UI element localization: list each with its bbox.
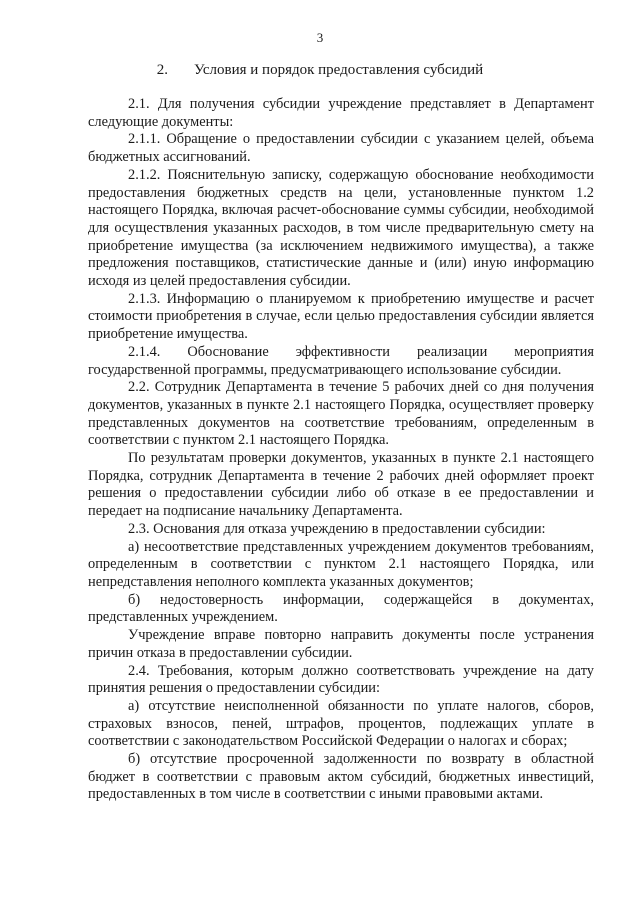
paragraph-2-1-1: 2.1.1. Обращение о предоставлении субсидии с указанием целей, объема бюджетных ассигнований. bbox=[88, 131, 594, 166]
paragraph-2-1-3: 2.1.3. Информацию о планируемом к приобретению имуществе и расчет стоимости приобретения в случае, если целью предоставления субсидии является приобретение имущества. bbox=[88, 290, 594, 343]
paragraph-2-3: 2.3. Основания для отказа учреждению в предоставлении субсидии: bbox=[128, 520, 546, 537]
paragraph-2-1-2: 2.1.2. Пояснительную записку, содержащую обоснование необходимости предоставления бюджетных средств на цели, установленные пунктом 1.2 настоящего Порядка, включая расчет-обоснование суммы субсидии, необходимой для осуществления указанных расходов, в том числе предварительную смету на приобретение имущества (за исключением недвижимого имущества), а также предложения поставщиков, статистические данные и (или) иную информацию исходя из целей предоставления субсидии. bbox=[88, 166, 594, 290]
document-body bbox=[88, 96, 594, 804]
page-number: 3 bbox=[316, 30, 324, 45]
paragraph-2-1-4: 2.1.4. Обоснование эффективности реализации мероприятия государственной программы, предусматривающего использование субсидии. bbox=[88, 343, 594, 378]
section-title: Условия и порядок предоставления субсидий bbox=[194, 62, 484, 78]
paragraph-2-3-a: а) несоответствие представленных учреждением документов требованиям, определенным в соответствии с пунктом 2.1 настоящего Порядка, или непредставления неполного комплекта указанных документов; bbox=[88, 538, 594, 590]
paragraph-2-3-resubmit: Учреждение вправе повторно направить документы после устранения причин отказа в предоставлении субсидии. bbox=[88, 627, 594, 661]
paragraph-2-2: 2.2. Сотрудник Департамента в течение 5 рабочих дней со дня получения документов, указанных в пункте 2.1 настоящего Порядка, осуществляет проверку представленных документов на соответствие требованиям, определенным в соответствии с пунктом 2.1 настоящего Порядка. bbox=[88, 379, 594, 449]
paragraph-2-3-b: б) недостоверность информации, содержащейся в документах, представленных учреждением. bbox=[88, 591, 594, 626]
section-heading bbox=[0, 62, 640, 79]
paragraph-2-4-a: а) отсутствие неисполненной обязанности по уплате налогов, сборов, страховых взносов, пеней, штрафов, процентов, подлежащих уплате в соответствии с законодательством Российской Федерации о налогах и сборах; bbox=[88, 697, 594, 750]
paragraph-2-4: 2.4. Требования, которым должно соответствовать учреждение на дату принятия решения о предоставлении субсидии: bbox=[88, 662, 594, 697]
paragraph-2-2-result: По результатам проверки документов, указанных в пункте 2.1 настоящего Порядка, сотрудник Департамента в течение 2 рабочих дней оформляет проект решения о предоставлении субсидии либо об отказе в ее предоставлении и передает на подписание начальнику Департамента. bbox=[88, 450, 594, 520]
paragraph-2-1: 2.1. Для получения субсидии учреждение представляет в Департамент следующие документы: bbox=[88, 96, 594, 130]
paragraph-2-4-b: б) отсутствие просроченной задолженности по возврату в областной бюджет в соответствии с правовым актом субсидий, бюджетных инвестиций, предоставленных в том числе в соответствии с иными правовыми актами. bbox=[88, 751, 594, 803]
section-number: 2. bbox=[156, 62, 169, 78]
